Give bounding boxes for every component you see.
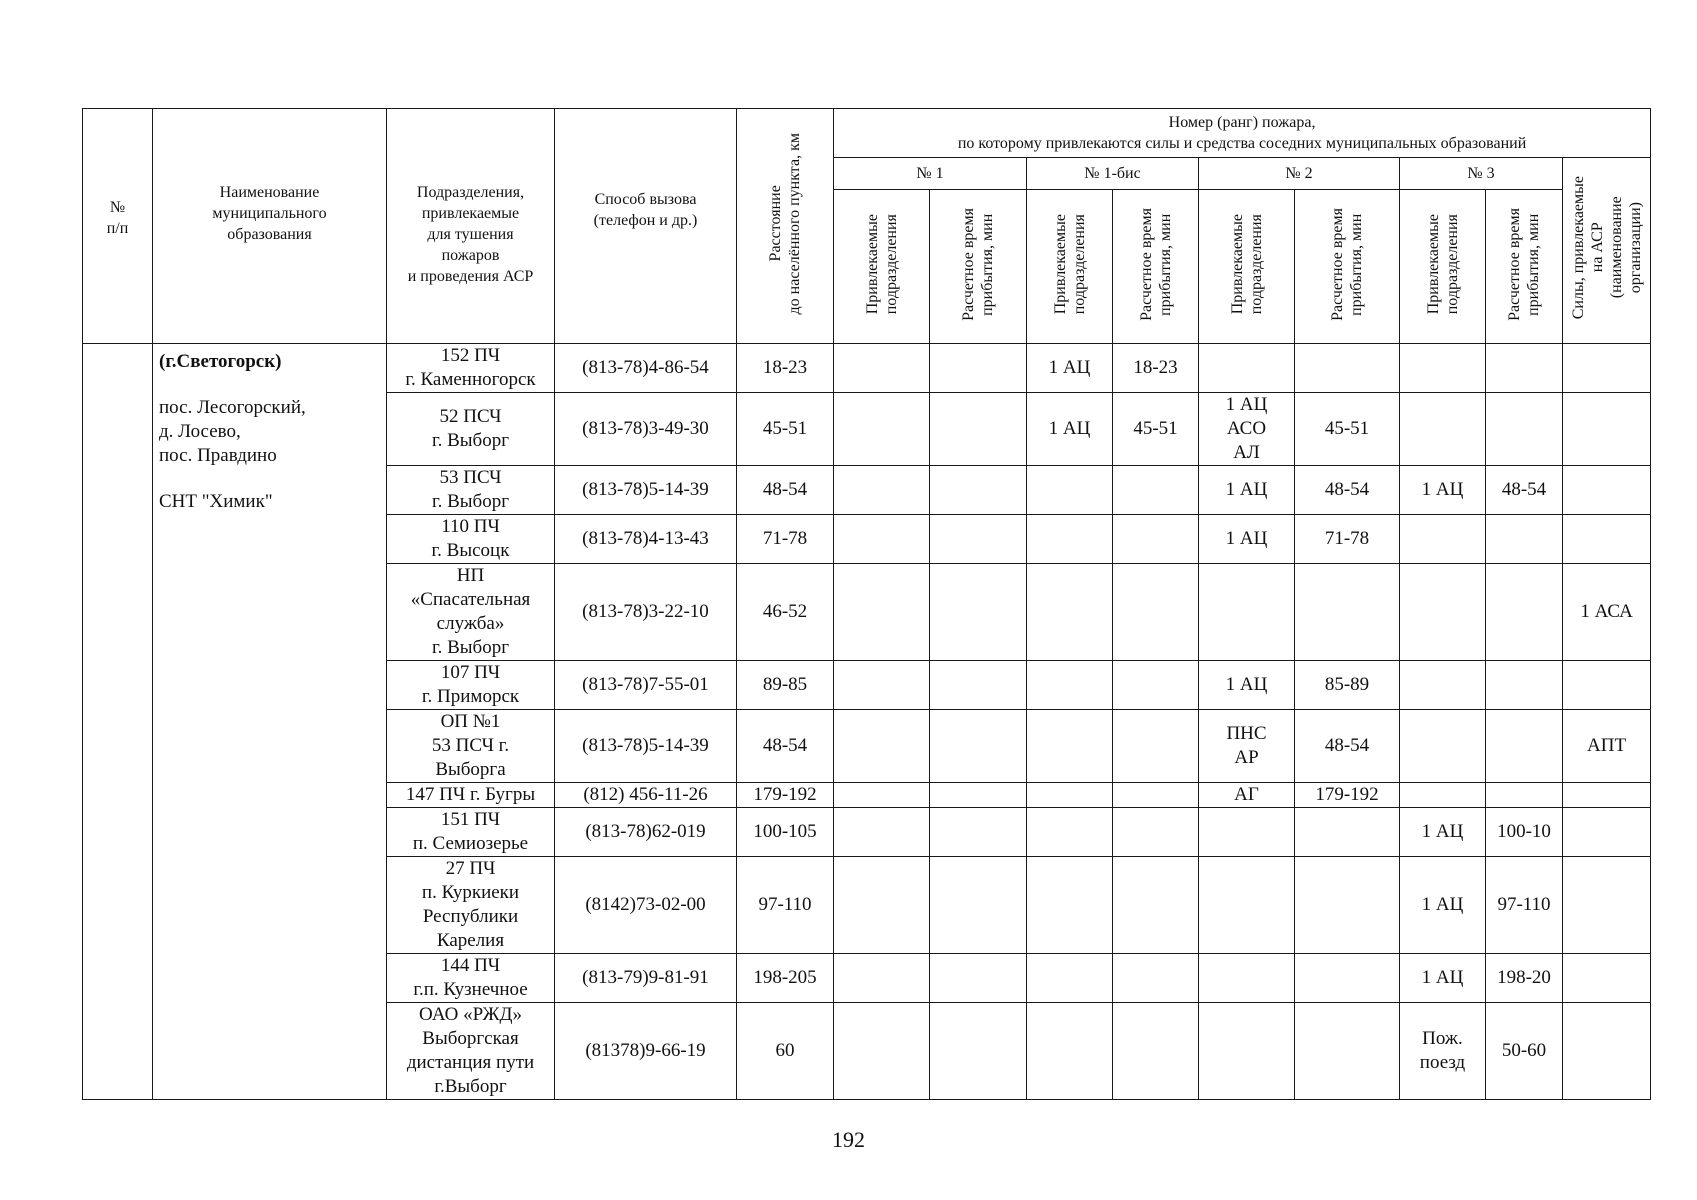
header-rank-3: № 3: [1400, 158, 1563, 190]
header-r1-units: Привлекаемые подразделения: [834, 190, 930, 344]
cell-r1-units: [834, 661, 930, 710]
cell-r3-units: [1400, 515, 1486, 564]
cell-r1b-units: [1027, 1003, 1113, 1100]
cell-asr: [1563, 515, 1651, 564]
cell-unit: 152 ПЧ г. Каменногорск: [387, 344, 555, 393]
cell-dist: 45-51: [737, 393, 834, 466]
cell-r2-units: 1 АЦ: [1199, 466, 1295, 515]
cell-phone: (813-78)4-86-54: [555, 344, 737, 393]
cell-unit: 151 ПЧ п. Семиозерье: [387, 808, 555, 857]
cell-r1-time: [930, 1003, 1027, 1100]
header-num: № п/п: [83, 109, 153, 344]
header-r2-time: Расчетное время прибытия, мин: [1295, 190, 1400, 344]
cell-r2-time: 45-51: [1295, 393, 1400, 466]
cell-r1b-units: [1027, 954, 1113, 1003]
cell-unit: 27 ПЧ п. Куркиеки Республики Карелия: [387, 857, 555, 954]
cell-r3-units: [1400, 344, 1486, 393]
cell-r1-units: [834, 710, 930, 783]
cell-r3-units: [1400, 710, 1486, 783]
cell-r3-time: 48-54: [1486, 466, 1563, 515]
cell-dist: 100-105: [737, 808, 834, 857]
fire-units-table: [82, 108, 1651, 1100]
cell-dist: 48-54: [737, 466, 834, 515]
cell-phone: (81378)9-66-19: [555, 1003, 737, 1100]
cell-r3-time: [1486, 783, 1563, 808]
cell-r1-time: [930, 515, 1027, 564]
cell-unit: ОАО «РЖД» Выборгская дистанция пути г.Выборг: [387, 1003, 555, 1100]
cell-r3-units: Пож. поезд: [1400, 1003, 1486, 1100]
cell-unit: НП «Спасательная служба» г. Выборг: [387, 564, 555, 661]
cell-r3-time: 198-20: [1486, 954, 1563, 1003]
cell-asr: 1 АСА: [1563, 564, 1651, 661]
cell-r1-time: [930, 783, 1027, 808]
cell-r1b-time: [1113, 857, 1199, 954]
header-r3-units: Привлекаемые подразделения: [1400, 190, 1486, 344]
cell-r3-time: [1486, 661, 1563, 710]
cell-r2-units: 1 АЦ: [1199, 661, 1295, 710]
cell-r2-time: [1295, 344, 1400, 393]
cell-dist: 60: [737, 1003, 834, 1100]
cell-asr: [1563, 466, 1651, 515]
cell-unit: ОП №1 53 ПСЧ г. Выборга: [387, 710, 555, 783]
cell-dist: 198-205: [737, 954, 834, 1003]
cell-r3-units: 1 АЦ: [1400, 954, 1486, 1003]
cell-asr: [1563, 1003, 1651, 1100]
municipality-main: (г.Светогорск): [159, 351, 282, 372]
cell-unit: 144 ПЧ г.п. Кузнечное: [387, 954, 555, 1003]
cell-r1-units: [834, 857, 930, 954]
cell-r1b-time: [1113, 1003, 1199, 1100]
cell-unit: 52 ПСЧ г. Выборг: [387, 393, 555, 466]
cell-r2-units: [1199, 1003, 1295, 1100]
cell-r1b-time: [1113, 710, 1199, 783]
cell-r3-units: [1400, 661, 1486, 710]
cell-r1-units: [834, 393, 930, 466]
cell-asr: [1563, 393, 1651, 466]
cell-r2-time: [1295, 1003, 1400, 1100]
cell-phone: (813-78)4-13-43: [555, 515, 737, 564]
cell-r3-units: [1400, 783, 1486, 808]
header-distance: Расстояние до населённого пункта, км: [737, 109, 834, 344]
page-number: 192: [832, 1127, 865, 1152]
cell-r1b-units: [1027, 564, 1113, 661]
cell-phone: (8142)73-02-00: [555, 857, 737, 954]
cell-r1-time: [930, 954, 1027, 1003]
cell-r1b-units: [1027, 857, 1113, 954]
cell-r2-units: 1 АЦ АСО АЛ: [1199, 393, 1295, 466]
cell-r2-units: [1199, 564, 1295, 661]
cell-r1-units: [834, 515, 930, 564]
cell-unit: 53 ПСЧ г. Выборг: [387, 466, 555, 515]
header-row-1: [83, 109, 1651, 158]
cell-r3-time: 97-110: [1486, 857, 1563, 954]
cell-r2-time: 48-54: [1295, 710, 1400, 783]
cell-r1-units: [834, 564, 930, 661]
cell-r2-time: [1295, 808, 1400, 857]
header-r2-units: Привлекаемые подразделения: [1199, 190, 1295, 344]
cell-r3-units: [1400, 564, 1486, 661]
cell-r1-units: [834, 344, 930, 393]
cell-dist: 179-192: [737, 783, 834, 808]
cell-phone: (813-78)5-14-39: [555, 466, 737, 515]
cell-asr: [1563, 808, 1651, 857]
cell-r1b-time: [1113, 564, 1199, 661]
header-municipality-name: Наименование муниципального образования: [153, 109, 387, 344]
cell-unit: 147 ПЧ г. Бугры: [387, 783, 555, 808]
cell-r1b-time: 45-51: [1113, 393, 1199, 466]
cell-asr: [1563, 661, 1651, 710]
municipality-cell: [153, 344, 387, 1100]
cell-r1-units: [834, 1003, 930, 1100]
cell-unit: 107 ПЧ г. Приморск: [387, 661, 555, 710]
cell-r2-time: [1295, 954, 1400, 1003]
cell-dist: 89-85: [737, 661, 834, 710]
cell-r2-units: [1199, 808, 1295, 857]
cell-dist: 18-23: [737, 344, 834, 393]
cell-r3-units: 1 АЦ: [1400, 466, 1486, 515]
cell-r1b-units: [1027, 808, 1113, 857]
header-rank-1bis: № 1-бис: [1027, 158, 1199, 190]
cell-r3-units: [1400, 393, 1486, 466]
cell-dist: 46-52: [737, 564, 834, 661]
cell-r1-time: [930, 564, 1027, 661]
cell-r2-time: 85-89: [1295, 661, 1400, 710]
cell-r1-time: [930, 710, 1027, 783]
cell-r1b-time: [1113, 954, 1199, 1003]
municipality-snt: СНТ "Химик": [159, 491, 273, 512]
cell-r1-time: [930, 344, 1027, 393]
header-rank-2: № 2: [1199, 158, 1400, 190]
header-r1bis-time: Расчетное время прибытия, мин: [1113, 190, 1199, 344]
cell-r1b-units: 1 АЦ: [1027, 344, 1113, 393]
cell-r2-time: 48-54: [1295, 466, 1400, 515]
cell-unit: 110 ПЧ г. Высоцк: [387, 515, 555, 564]
cell-phone: (813-79)9-81-91: [555, 954, 737, 1003]
cell-r1b-time: [1113, 515, 1199, 564]
cell-phone: (812) 456-11-26: [555, 783, 737, 808]
cell-r3-time: [1486, 344, 1563, 393]
cell-r3-time: [1486, 515, 1563, 564]
table-row: [83, 344, 1651, 393]
header-call-method: Способ вызова (телефон и др.): [555, 109, 737, 344]
header-r1bis-units: Привлекаемые подразделения: [1027, 190, 1113, 344]
cell-r2-units: АГ: [1199, 783, 1295, 808]
cell-r2-time: [1295, 564, 1400, 661]
cell-dist: 97-110: [737, 857, 834, 954]
header-rank-1: № 1: [834, 158, 1027, 190]
cell-r1b-time: [1113, 808, 1199, 857]
header-asr-forces: Силы, привлекаемые на АСР (наименование организации): [1563, 158, 1651, 344]
header-units: Подразделения, привлекаемые для тушения пожаров и проведения АСР: [387, 109, 555, 344]
cell-asr: [1563, 344, 1651, 393]
cell-r1-units: [834, 808, 930, 857]
cell-r1-time: [930, 466, 1027, 515]
cell-r1-time: [930, 808, 1027, 857]
cell-r3-time: [1486, 393, 1563, 466]
cell-r3-time: [1486, 710, 1563, 783]
cell-r1b-units: [1027, 515, 1113, 564]
cell-r1b-units: 1 АЦ: [1027, 393, 1113, 466]
cell-r2-units: ПНС АР: [1199, 710, 1295, 783]
header-r3-time: Расчетное время прибытия, мин: [1486, 190, 1563, 344]
cell-r2-units: [1199, 344, 1295, 393]
cell-r1b-units: [1027, 661, 1113, 710]
cell-r3-units: 1 АЦ: [1400, 808, 1486, 857]
cell-r1b-units: [1027, 710, 1113, 783]
row-number-cell: [83, 344, 153, 1100]
cell-r2-time: [1295, 857, 1400, 954]
cell-phone: (813-78)3-22-10: [555, 564, 737, 661]
cell-r1b-time: [1113, 661, 1199, 710]
cell-asr: [1563, 857, 1651, 954]
cell-r1b-time: [1113, 466, 1199, 515]
cell-r3-time: 50-60: [1486, 1003, 1563, 1100]
cell-r1-time: [930, 857, 1027, 954]
cell-dist: 71-78: [737, 515, 834, 564]
cell-r1b-time: [1113, 783, 1199, 808]
cell-r2-units: 1 АЦ: [1199, 515, 1295, 564]
cell-asr: [1563, 954, 1651, 1003]
cell-r1-units: [834, 783, 930, 808]
cell-asr: [1563, 783, 1651, 808]
cell-phone: (813-78)3-49-30: [555, 393, 737, 466]
cell-r1b-units: [1027, 466, 1113, 515]
cell-r3-units: 1 АЦ: [1400, 857, 1486, 954]
cell-asr: АПТ: [1563, 710, 1651, 783]
cell-r2-units: [1199, 954, 1295, 1003]
cell-dist: 48-54: [737, 710, 834, 783]
cell-r2-units: [1199, 857, 1295, 954]
cell-phone: (813-78)7-55-01: [555, 661, 737, 710]
cell-r1b-time: 18-23: [1113, 344, 1199, 393]
cell-r3-time: 100-10: [1486, 808, 1563, 857]
cell-phone: (813-78)5-14-39: [555, 710, 737, 783]
header-fire-rank: Номер (ранг) пожара, по которому привлекаются силы и средства соседних муниципальных образований: [834, 109, 1651, 158]
municipality-settlements: пос. Лесогорский, д. Лосево, пос. Правдино: [159, 397, 306, 466]
cell-r2-time: 71-78: [1295, 515, 1400, 564]
cell-r1-time: [930, 661, 1027, 710]
cell-r3-time: [1486, 564, 1563, 661]
cell-r1-time: [930, 393, 1027, 466]
cell-r1-units: [834, 466, 930, 515]
cell-phone: (813-78)62-019: [555, 808, 737, 857]
cell-r1-units: [834, 954, 930, 1003]
cell-r1b-units: [1027, 783, 1113, 808]
header-r1-time: Расчетное время прибытия, мин: [930, 190, 1027, 344]
cell-r2-time: 179-192: [1295, 783, 1400, 808]
